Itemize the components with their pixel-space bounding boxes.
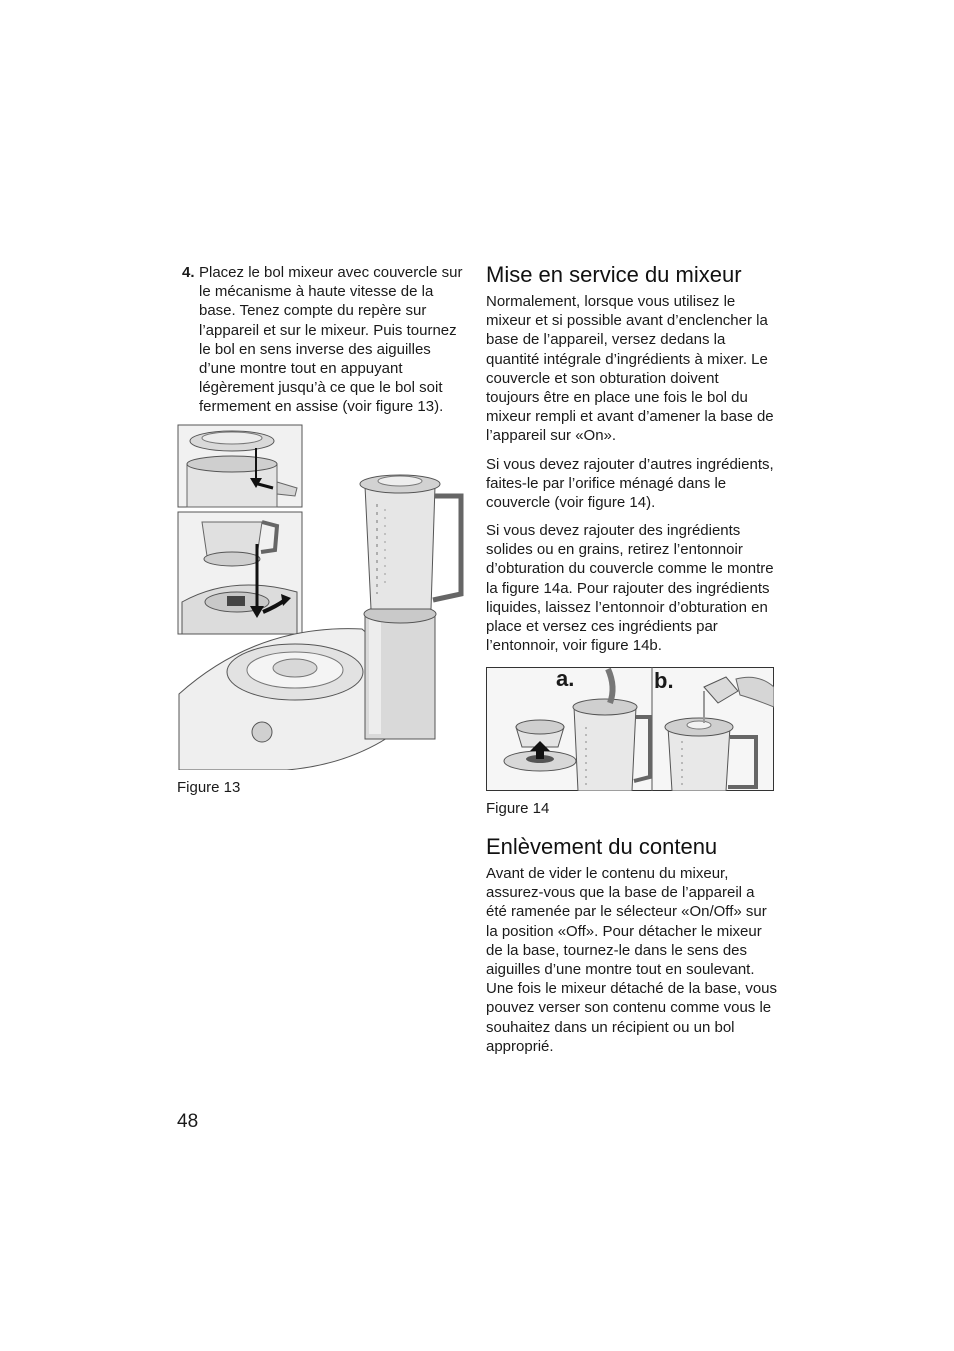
section-title-mise-en-service: Mise en service du mixeur bbox=[486, 262, 742, 287]
figure-13-caption: Figure 13 bbox=[177, 779, 241, 796]
step-number: 4. bbox=[182, 264, 195, 281]
section1-paragraph-1 bbox=[486, 292, 776, 446]
inset-base-illustration bbox=[178, 512, 302, 634]
page-number: 48 bbox=[177, 1111, 199, 1132]
section1-paragraph-3 bbox=[486, 521, 782, 655]
inset-lid-illustration bbox=[178, 425, 302, 507]
step-4 bbox=[182, 263, 467, 417]
paragraph-text: Si vous devez rajouter d’autres ingrédients, faites-le par l’orifice ménagé dans le couvercle (voir figure 14). bbox=[486, 456, 774, 512]
paragraph-text: Normalement, lorsque vous utilisez le mixeur et si possible avant d’enclencher la base de l’appareil, versez dedans la quantité intégrale d’ingrédients à mixer. Le couvercle et son obturation doivent toujours être en place une fois le bol du mixeur rempli et avant d’amener la base de l’appareil sur «On». bbox=[486, 293, 774, 445]
figure-13-illustration bbox=[177, 424, 465, 770]
figure-14b-label: b. bbox=[654, 668, 674, 693]
figure-14a-label: a. bbox=[556, 666, 575, 691]
section2-paragraph bbox=[486, 864, 778, 1056]
paragraph-text: Avant de vider le contenu du mixeur, assurez-vous que la base de l’appareil a été ramenée par le sélecteur «On/Off» sur la position «Off». Pour détacher le mixeur de la base, tournez-le dans le sens des aiguilles d’une montre tout en soulevant. Une fois le mixeur détaché de la base, vous pouvez verser son contenu comme vous le souhaitez dans un récipient ou un bol approprié. bbox=[486, 865, 777, 1055]
section1-paragraph-2 bbox=[486, 455, 776, 513]
figure-14-illustration bbox=[486, 667, 774, 791]
figure-14-caption: Figure 14 bbox=[486, 800, 550, 817]
section-title-enlevement: Enlèvement du contenu bbox=[486, 834, 718, 859]
paragraph-text: Si vous devez rajouter des ingrédients solides ou en grains, retirez l’entonnoir d’obturation du couvercle comme le montre la figure 14a. Pour rajouter des ingrédients liquides, laissez l’entonnoir d’obturation en place et versez ces ingrédients par l’entonnoir, voir figure 14b. bbox=[486, 522, 774, 655]
step-text: Placez le bol mixeur avec couvercle sur le mécanisme à haute vitesse de la base. Tenez compte du repère sur l’appareil et sur le mixeur. Puis tournez le bol en sens inverse des aiguilles d’une montre tout en appuyant légèrement jusqu’à ce que le bol soit fermement en assise (voir figure 13). bbox=[199, 264, 463, 416]
